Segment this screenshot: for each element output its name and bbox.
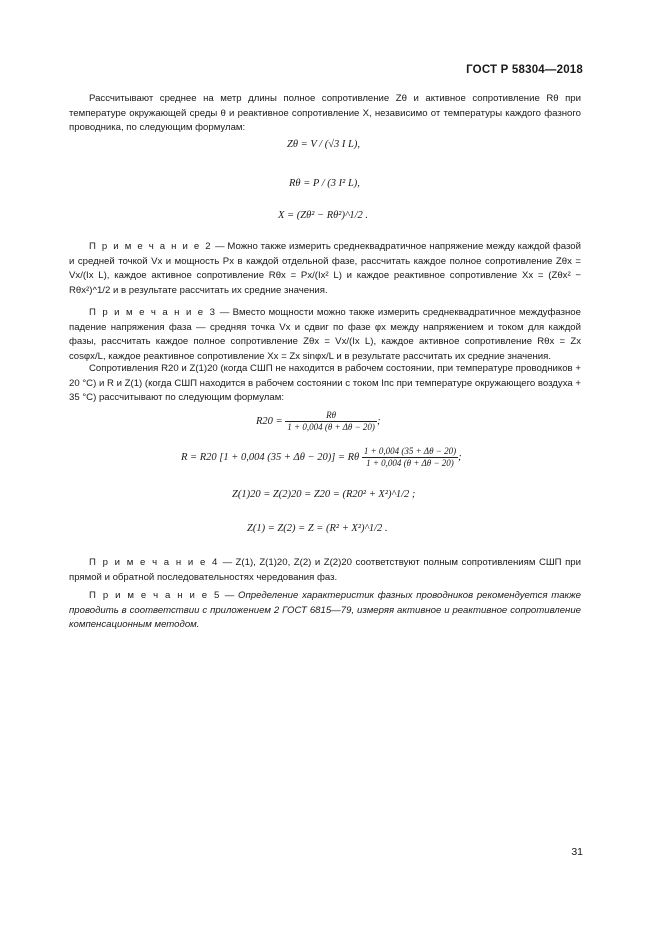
- note-3-label: П р и м е ч а н и е 3: [89, 307, 217, 318]
- note-3: [69, 306, 581, 364]
- note-4: [69, 556, 581, 585]
- resistances-paragraph: Сопротивления R20 и Z(1)20 (когда СШП не находится в рабочем состоянии, при температуре проводников + 20 °C) и R и Z(1) (когда СШП находится в рабочем состоянии с током Iпс при температуре окружающего воздуха + 35 °C) рассчитывают по следующим формулам:: [69, 363, 581, 404]
- formula-r-lhs: R = R20 [1 + 0,004 (35 + Δθ − 20)] = Rθ: [181, 451, 360, 463]
- formula-r20: [256, 410, 380, 433]
- formula-z-theta: Zθ = V / (√3 I L),: [287, 139, 360, 150]
- intro-paragraph: Рассчитывают среднее на метр длины полное сопротивление Zθ и активное сопротивление Rθ при температуре окружающей среды θ и реактивное сопротивление X, независимо от температуры каждого фазного проводника, по следующим формулам:: [69, 93, 581, 134]
- formula-x: X = (Zθ² − Rθ²)^1/2 .: [278, 210, 369, 221]
- note-5-text: — Определение характеристик фазных проводников рекомендуется также проводить в соответствии с приложением 2 ГОСТ 6815—79, измеряя активное и реактивное сопротивление компенсационным методом.: [69, 590, 581, 631]
- formula-r20-end: ;: [376, 415, 381, 427]
- note-4-text: — Z(1), Z(1)20, Z(2) и Z(2)20 соответствуют полным сопротивлениям СШП при прямой и обратной последовательностях чередования фаз.: [69, 557, 581, 583]
- formula-r20-denominator: 1 + 0,004 (θ + Δθ − 20): [287, 422, 375, 432]
- note-2-text: — Можно также измерить среднеквадратичное напряжение между каждой фазой и средней точкой Vx и мощность Px в каждой отдельной фазе, рассчитать каждое полное сопротивление Zθx = Vx/(Ix L), каждое активное сопротивление Rθx = Px/(Ix² L) и каждое реактивное сопротивление Xx = (Zθx² − Rθx²)^1/2 и в результате рассчитать их средние значения.: [69, 241, 581, 296]
- formula-r-fraction: [362, 446, 458, 469]
- formula-r-denominator: 1 + 0,004 (θ + Δθ − 20): [366, 458, 454, 468]
- formula-r20-lhs: R20 =: [256, 415, 283, 427]
- formula-r-end: ;: [458, 451, 462, 463]
- note-4-label: П р и м е ч а н и е 4: [89, 557, 219, 568]
- formula-r-numerator: 1 + 0,004 (35 + Δθ − 20): [363, 446, 457, 456]
- formula-z20: Z(1)20 = Z(2)20 = Z20 = (R20² + X²)^1/2 ;: [232, 489, 416, 500]
- note-2-label: П р и м е ч а н и е 2: [89, 241, 213, 252]
- formula-r20-numerator: Rθ: [285, 410, 377, 422]
- page-number: 31: [571, 846, 583, 858]
- note-5-label: П р и м е ч а н и е 5: [89, 590, 221, 601]
- formula-r: [181, 446, 462, 469]
- formula-r-theta: Rθ = P / (3 I² L),: [289, 178, 360, 189]
- note-3-text: — Вместо мощности можно также измерить среднеквадратичное междуфазное падение напряжения фаза — средняя точка Vx и сдвиг по фазе φx между напряжением и током для каждой фазы, рассчитать каждое полное сопротивление Zθx = Vx/(Ix L), каждое активное сопротивление Rθx = Zx cosφx/L, каждое реактивное сопротивление Xx = Zx sinφx/L и в результате рассчитать их средние значения.: [69, 307, 581, 362]
- formula-r20-fraction: [285, 410, 377, 433]
- document-header: ГОСТ Р 58304—2018: [466, 64, 583, 76]
- note-5: [69, 589, 581, 633]
- formula-z1: Z(1) = Z(2) = Z = (R² + X²)^1/2 .: [247, 523, 388, 534]
- note-2: [69, 240, 581, 298]
